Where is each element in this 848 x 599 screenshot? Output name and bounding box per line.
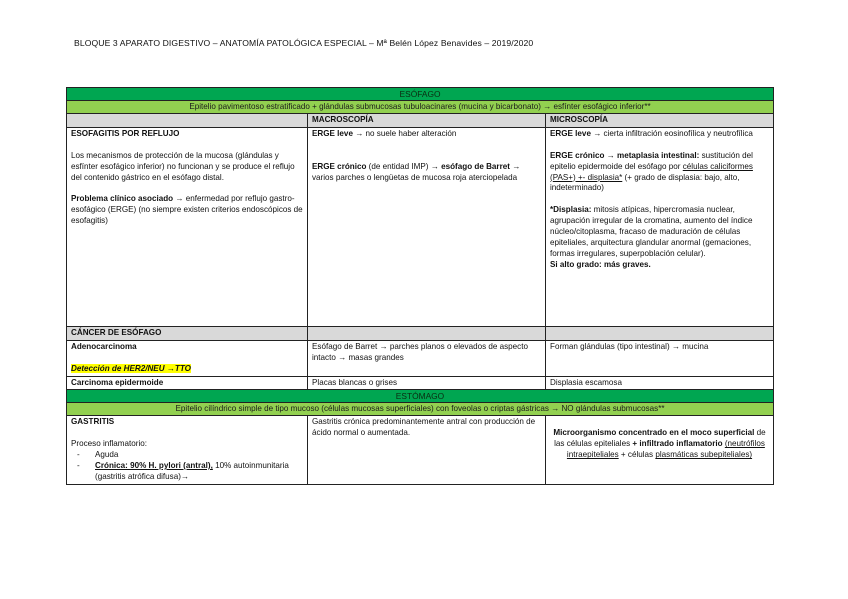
gastritis-list — [71, 450, 303, 483]
her2-highlight: Detección de HER2/NEU →TTO — [71, 363, 191, 373]
micro-erge-leve: ERGE leve → cierta infiltración eosinofílica y neutrofílica — [550, 128, 753, 138]
cancer-header-row — [67, 326, 774, 340]
adenocarcinoma-row — [67, 340, 774, 376]
gastritis-heading: GASTRITIS — [71, 417, 115, 427]
gastritis-macro: Gastritis crónica predominantemente antral con producción de ácido normal o aumentada. — [308, 416, 546, 484]
macro-erge-leve: ERGE leve → no suele haber alteración — [312, 128, 457, 138]
list-item: - Crónica: 90% H. pylori (antral), 10% autoinmunitaria (gastritis atrófica difusa)→ — [71, 461, 303, 483]
cancer-heading: CÁNCER DE ESÓFAGO — [67, 326, 308, 340]
adenocarcinoma-micro: Forman glándulas (tipo intestinal) → mucina — [546, 340, 774, 376]
esofagitis-description: Los mecanismos de protección de la mucosa (glándulas y esfínter esofágico inferior) no funcionan y se produce el reflujo del contenido gástrico en el esófago distal. — [71, 150, 295, 182]
epidermoide-micro: Displasia escamosa — [546, 376, 774, 390]
estomago-title-row — [67, 390, 774, 403]
esofago-title-row — [67, 88, 774, 101]
estomago-subtitle: Epitelio cilíndrico simple de tipo mucoso (células mucosas superficiales) con foveolas o criptas gástricas → NO glándulas submucosas** — [67, 403, 774, 416]
adenocarcinoma-cell — [67, 340, 308, 376]
esofagitis-microscopia-cell — [546, 127, 774, 326]
gastritis-cell — [67, 416, 308, 484]
gastritis-micro: Microorganismo concentrado en el moco superficial de las células epiteliales + infiltrado inflamatorio (neutrófilos intraepiteliales + células plasmáticas subepiteliales) — [546, 416, 774, 484]
esofago-subtitle-row — [67, 101, 774, 114]
esofagitis-heading: ESOFAGITIS POR REFLUJO — [71, 128, 180, 138]
adenocarcinoma-label: Adenocarcinoma — [71, 341, 137, 351]
epidermoide-row — [67, 376, 774, 390]
proceso-inflamatorio: Proceso inflamatorio: — [71, 439, 148, 449]
cancer-empty-macro — [308, 326, 546, 340]
esofagitis-macroscopia-cell — [308, 127, 546, 326]
estomago-subtitle-row — [67, 403, 774, 416]
micro-erge-cronico: ERGE crónico → metaplasia intestinal: sustitución del epitelio epidermoide del esófago por células caliciformes (PAS+) +- displasia* (+ grado de displasia: bajo, alto, indeterminado) — [550, 150, 753, 193]
empty-header-cell — [67, 114, 308, 128]
esofagitis-row — [67, 127, 774, 326]
macroscopia-header: MACROSCOPÍA — [308, 114, 546, 128]
list-item: - Aguda — [71, 450, 303, 461]
pathology-table — [66, 87, 774, 485]
gastritis-row — [67, 416, 774, 484]
epidermoide-macro: Placas blancas o grises — [308, 376, 546, 390]
displasia-definition: *Displasia: mitosis atípicas, hipercromasia nuclear, agrupación irregular de la cromatina, aumento del índice núcleo/citoplasma, fracaso de maduración de células epiteliales, arquitectura glandular anormal (gemaciones, formas irregulares, superpoblación celular). — [550, 205, 753, 258]
esofago-title: ESÓFAGO — [67, 88, 774, 101]
esofagitis-cell — [67, 127, 308, 326]
esofago-subtitle: Epitelio pavimentoso estratificado + glándulas submucosas tubuloacinares (mucina y bicarbonato) → esfínter esofágico inferior** — [67, 101, 774, 114]
cancer-empty-micro — [546, 326, 774, 340]
microscopia-header: MICROSCOPÍA — [546, 114, 774, 128]
column-headers-row — [67, 114, 774, 128]
adenocarcinoma-macro: Esófago de Barret → parches planos o elevados de aspecto intacto → masas grandes — [308, 340, 546, 376]
si-alto-grado: Si alto grado: más graves. — [550, 259, 651, 269]
estomago-title: ESTÓMAGO — [67, 390, 774, 403]
macro-erge-cronico: ERGE crónico (de entidad IMP) → esófago de Barret → varios parches o lengüetas de mucosa roja aterciopelada — [312, 161, 521, 182]
page-header: BLOQUE 3 APARATO DIGESTIVO – ANATOMÍA PATOLÓGICA ESPECIAL – Mª Belén López Benavides – 2019/2020 — [74, 38, 534, 48]
problema-clinico: Problema clínico asociado → enfermedad por reflujo gastro-esofágico (ERGE) (no siempre existen criterios endoscópicos de esofagitis) — [71, 194, 303, 226]
epidermoide-label: Carcinoma epidermoide — [67, 376, 308, 390]
